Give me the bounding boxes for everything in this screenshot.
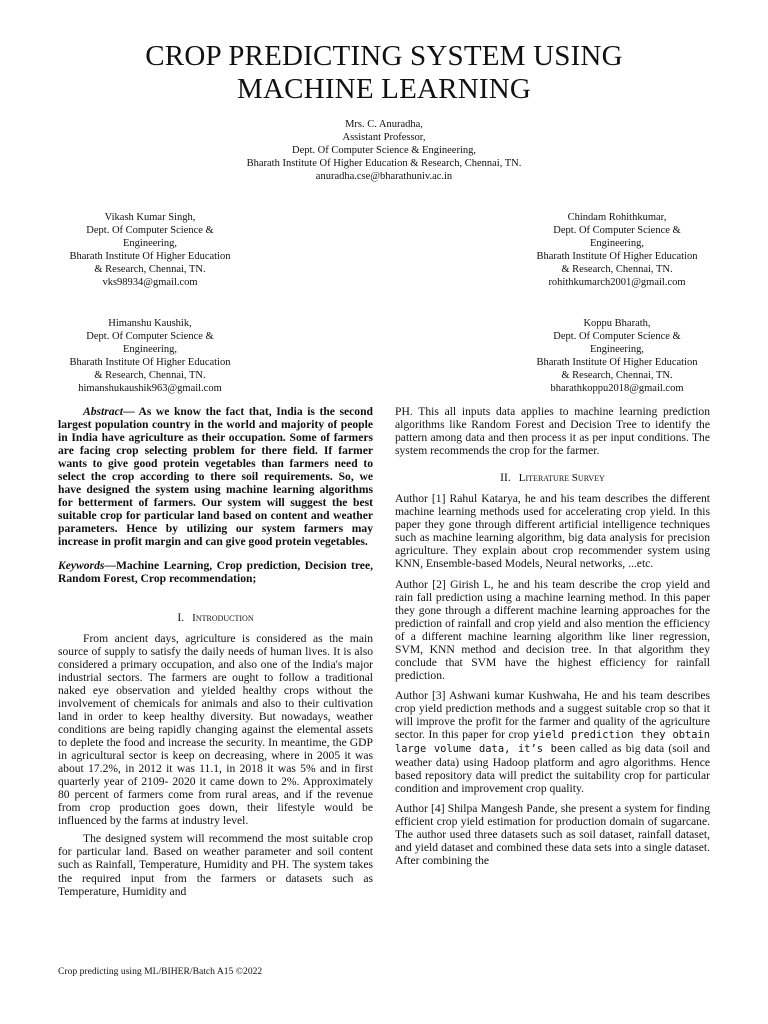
page-footer: Crop predicting using ML/BIHER/Batch A15 ©2022 [58,966,263,977]
abstract-text: As we know the fact that, India is the second largest population country in the world and majority of people in India have agriculture as their occupation. Some of farmers are facing crop selecting problem for there field. If farmer wants to give good protein vegetables than farmers need to select the crop according to there soil requirements. So, we have designed the system using machine learning algorithms for betterment of farmers. Our system will suggest the best suitable crop for particular land based on content and weather parameters. Hence by utilizing our system farmers may increase in profit margin and can give good protein vegetables. [58,405,373,549]
lit-paragraph-3-part-2: called as big data (soil and weather data) using Hadoop platform and agro algorithms. Hence based repository data will predict the suitability crop for particular condition and improvement crop quality. [395,742,710,796]
author-email: rohithkumarch2001@gmail.com [548,277,686,288]
author-dept: Engineering, [123,238,177,249]
lit-paragraph-3-mono: yield prediction they obtain large volume data, it’s been [395,729,710,756]
author-email: anuradha.cse@bharathuniv.ac.in [315,171,453,182]
abstract [58,405,373,549]
author-institution: & Research, Chennai, TN. [94,370,206,381]
section-title: Literature Survey [518,472,605,485]
paper-title [0,40,768,106]
title-line-1: CROP PREDICTING SYSTEM USING [145,40,623,72]
author-dept: Engineering, [590,344,644,355]
author-institution: & Research, Chennai, TN. [561,264,673,275]
intro-paragraph-2: The designed system will recommend the most suitable crop for particular land. Based on weather parameter and soil content such as Rainfall, Temperature, Humidity and PH. The system takes the required input from the farmers or datasets such as Temperature, Humidity and [58,832,373,898]
author-dept: Dept. Of Computer Science & [553,225,681,236]
section-heading-literature-survey [395,471,710,485]
keywords-label: Keywords [58,558,105,572]
author-institution: Bharath Institute Of Higher Education [69,357,231,368]
author-role: Assistant Professor, [342,132,426,143]
author-email: himanshukaushik963@gmail.com [78,383,222,394]
abstract-label: Abstract [83,405,123,418]
author-name: Chindam Rohithkumar, [567,212,667,223]
lit-paragraph-1: Author [1] Rahul Katarya, he and his team describes the different machine learning methods used for accelerating crop yield. In this paper they gone through different artificial intelligence techniques such as machine learning algorithm, big data analysis for precision agriculture. They explain about crop recommender system using KNN, Ensemble-based Models, Neural networks, ...etc. [395,492,710,571]
author-email: vks98934@gmail.com [102,277,198,288]
author-name: Vikash Kumar Singh, [104,212,196,223]
section-number: I. [177,610,185,624]
author-block-3 [52,317,248,395]
keywords-text: Machine Learning, Crop prediction, Decision tree, Random Forest, Crop recommendation; [58,558,373,585]
lit-paragraph-4: Author [4] Shilpa Mangesh Pande, she present a system for finding efficient crop yield estimation for production domain of sugarcane. The author used three datasets such as soil dataset, rainfall dataset, and yield dataset and combined these data sets into a single dataset. After combining the [395,802,710,868]
author-block-2 [519,211,715,289]
lit-paragraph-2: Author [2] Girish L, he and his team describe the crop yield and rain fall prediction using a machine learning method. In this paper they gone through a different machine learning approaches for the prediction of rainfall and crop yield and also mention the efficiency of a different machine learning algorithm like liner regression, SVM, KNN method and decision tree. In that algorithm they conclude that SVM have the highest efficiency for rainfall prediction. [395,577,710,682]
author-institution: Bharath Institute Of Higher Education [69,251,231,262]
author-institution: & Research, Chennai, TN. [94,264,206,275]
author-name: Mrs. C. Anuradha, [345,119,423,130]
author-dept: Dept. Of Computer Science & [553,331,681,342]
section-number: II. [500,471,511,485]
author-email: bharathkoppu2018@gmail.com [550,383,684,394]
lit-paragraph-3 [395,689,710,795]
author-block-1 [52,211,248,289]
lit-paragraph-3-part-1: Author [3] Ashwani kumar Kushwaha, He and his team describes crop yield prediction methods and a suggest suitable crop so that it will improve the profit for the farmer and quality of the agriculture sector. In this paper for crop [395,688,710,742]
author-dept: Dept. Of Computer Science & [86,225,214,236]
author-institution: Bharath Institute Of Higher Education [536,357,698,368]
author-name: Koppu Bharath, [583,318,651,329]
left-column [58,405,373,905]
author-name: Himanshu Kaushik, [108,318,192,329]
author-dept: Dept. Of Computer Science & [86,331,214,342]
right-column [395,405,710,875]
author-dept: Engineering, [590,238,644,249]
title-line-2: MACHINE LEARNING [237,73,531,105]
section-title: Introduction [192,611,254,624]
abstract-dash: — [122,405,139,418]
main-author-block [0,118,768,183]
author-institution: Bharath Institute Of Higher Education [536,251,698,262]
keywords-dash: — [104,558,116,572]
author-block-4 [519,317,715,395]
keywords [58,559,373,585]
author-dept: Dept. Of Computer Science & Engineering, [292,145,476,156]
intro-paragraph-1: From ancient days, agriculture is considered as the main source of supply to satisfy the daily needs of human lives. It is also considered a primary occupation, and also one of the India's major industrial sectors. The farmers are ought to follow a traditional naked eye observation and yielded healthy crops without the involvement of chemicals for animals and also to their cultivation land in order to keep healthy diversity. But nowadays, weather conditions are being rapidly changing against the elemental assets to deplete the food and increase the security. In meantime, the GDP in agricultural sector is keep on decreasing, where in 2005 it was about 17.2%, in 2012 it was 11.1, in 2018 it was 5% and in first quarterly year of 2109- 2020 it came down to 2%. Approximately 80 percent of farmers come from rural areas, and if the revenue from crop production goes down, their lifestyle would be influenced by the farms at industry level. [58,631,373,828]
author-dept: Engineering, [123,344,177,355]
author-institution: Bharath Institute Of Higher Education & Research, Chennai, TN. [246,158,522,169]
section-heading-introduction [58,611,373,625]
author-institution: & Research, Chennai, TN. [561,370,673,381]
intro-continuation: PH. This all inputs data applies to machine learning prediction algorithms like Random Forest and Decision Tree to identify the pattern among data and then process it as per input conditions. The system recommends the crop for the farmer. [395,405,710,458]
